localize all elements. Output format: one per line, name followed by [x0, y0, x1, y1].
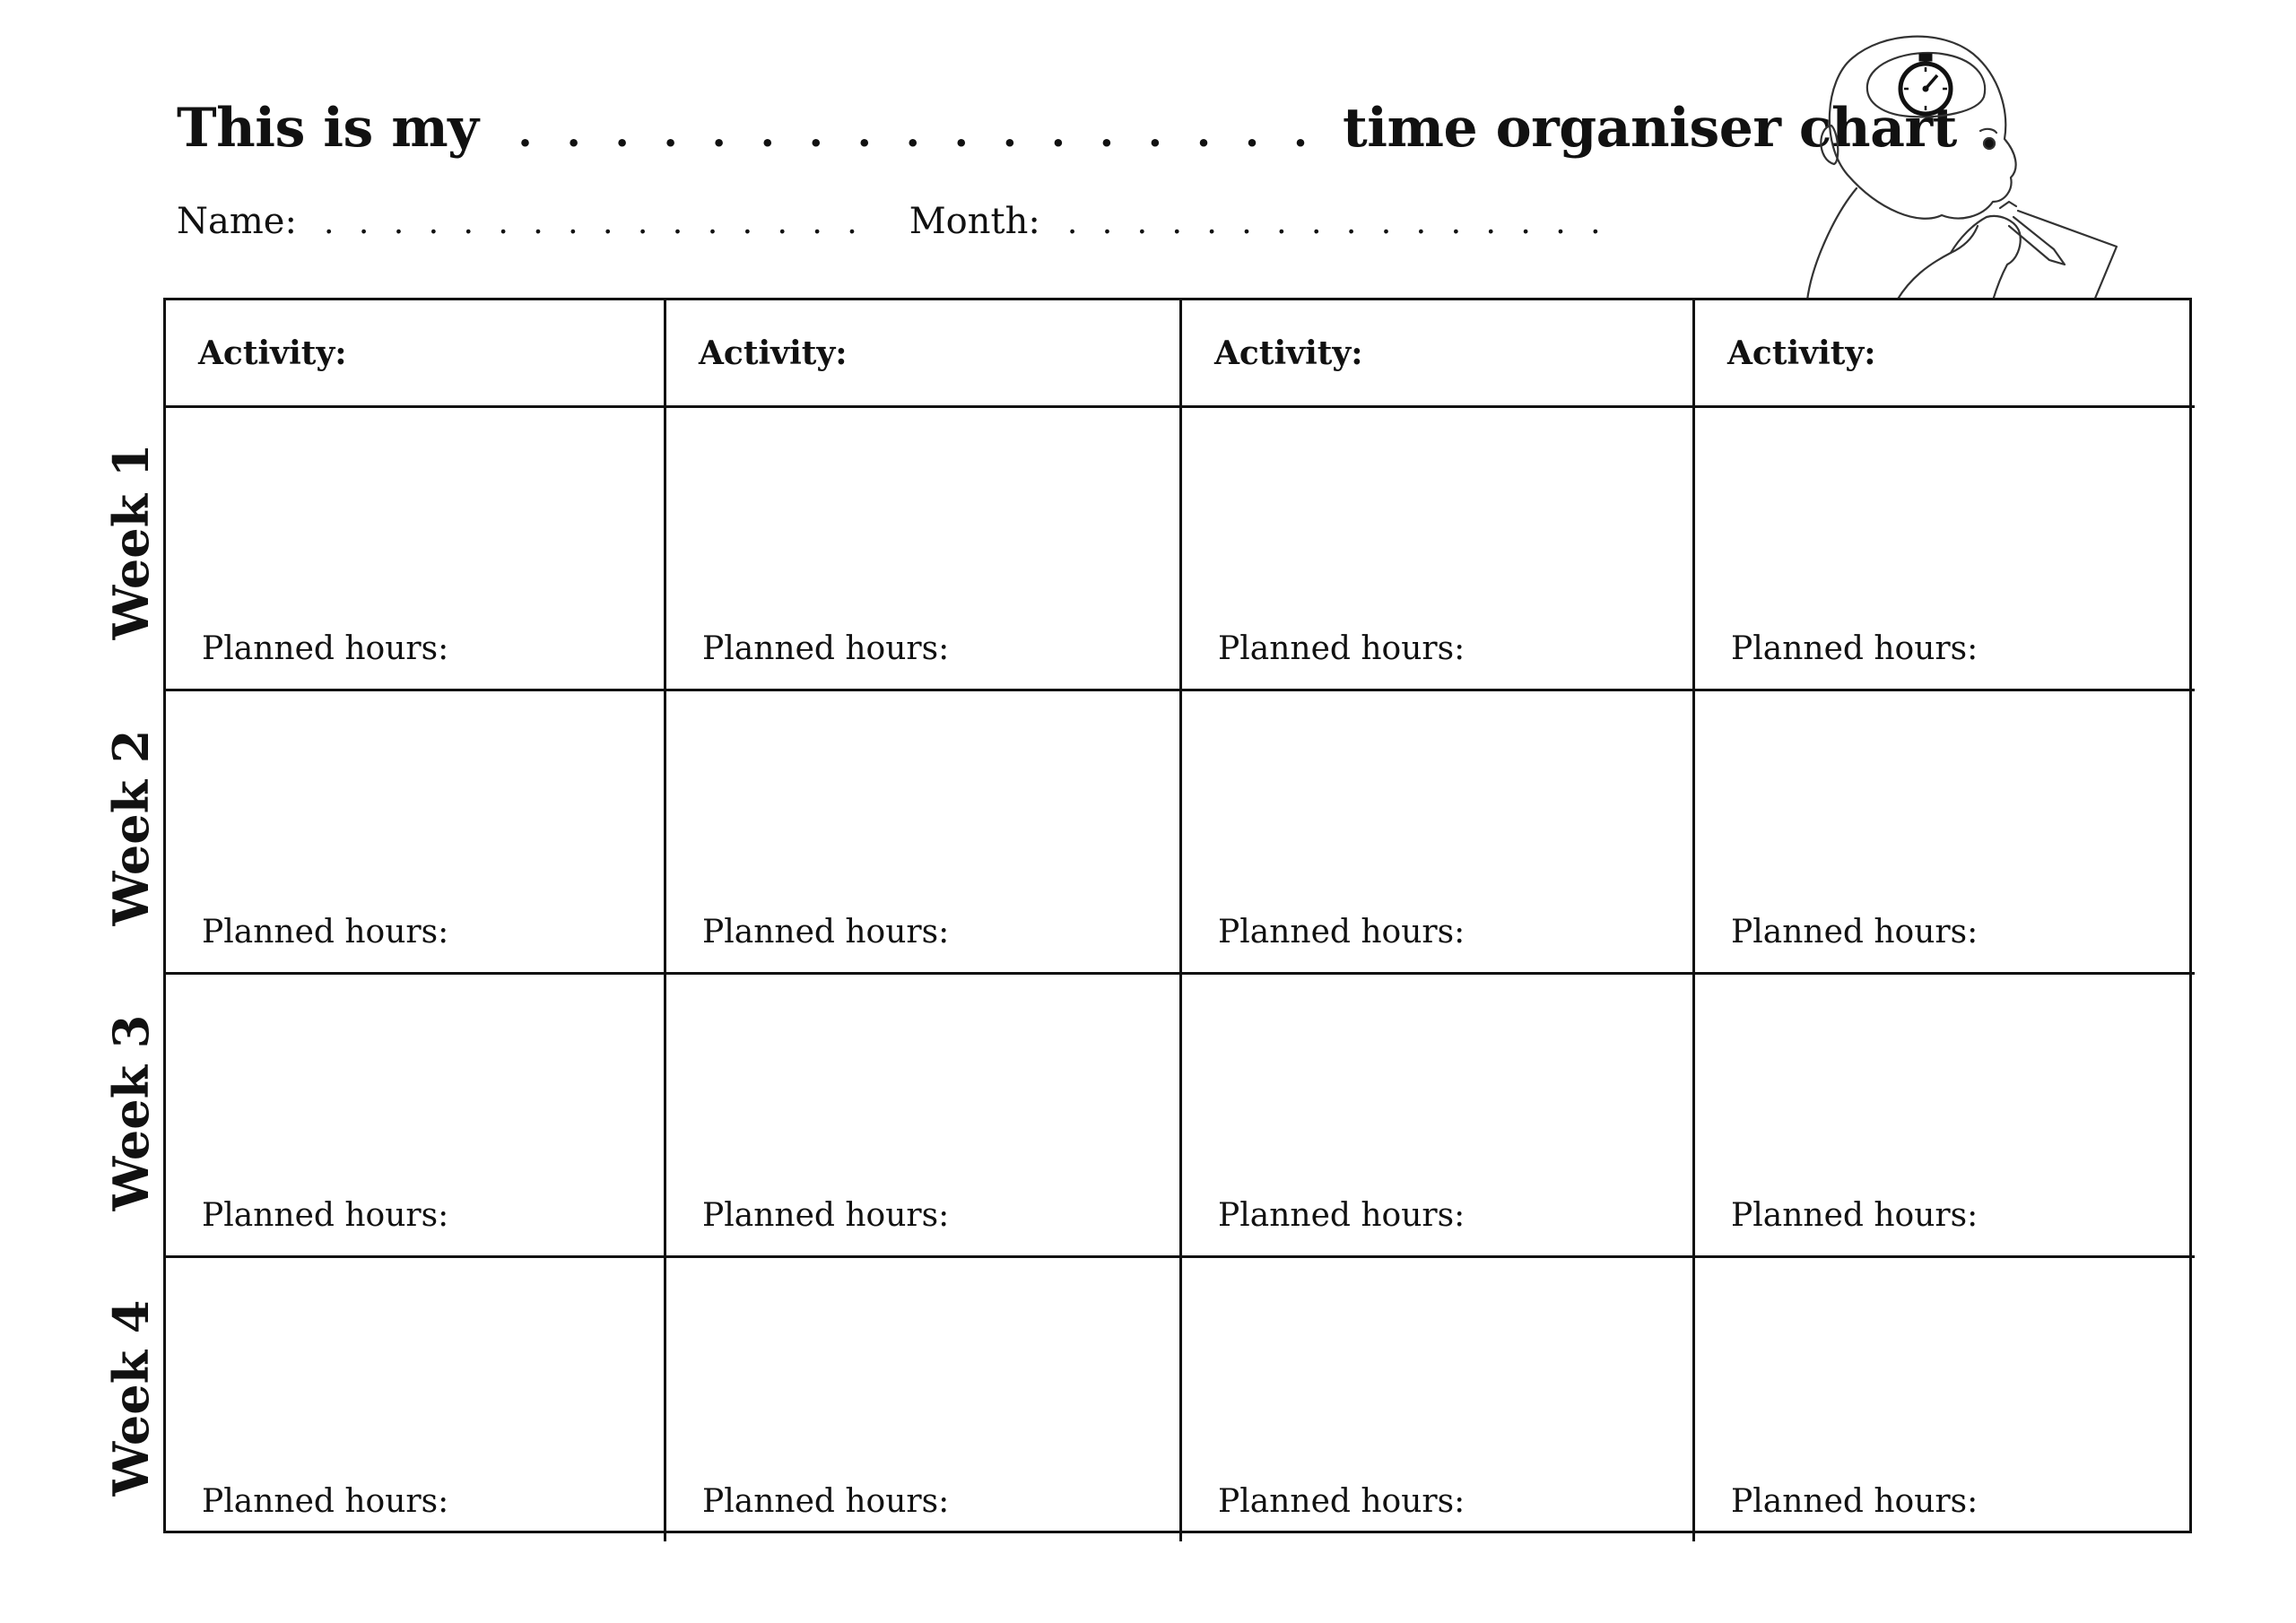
- chart-title: [177, 97, 1957, 172]
- week3-activity3-cell[interactable]: [1182, 975, 1695, 1258]
- title-before: This is my: [177, 97, 479, 160]
- activity-label: Activity:: [1214, 334, 1363, 372]
- activity-header-2[interactable]: [666, 300, 1182, 408]
- week3-activity4-cell[interactable]: [1695, 975, 2195, 1258]
- title-after: time organiser chart: [1343, 97, 1957, 160]
- planned-hours-label: Planned hours:: [202, 1483, 449, 1520]
- planned-hours-label: Planned hours:: [202, 1197, 449, 1234]
- activity-label: Activity:: [699, 334, 848, 372]
- week4-activity1-cell[interactable]: [166, 1258, 666, 1541]
- person-thinking-with-stopwatch-icon: [1785, 18, 2152, 300]
- planned-hours-label: Planned hours:: [1731, 1197, 1979, 1234]
- name-label: Name:: [177, 201, 297, 242]
- activity-label: Activity:: [198, 334, 347, 372]
- week4-activity3-cell[interactable]: [1182, 1258, 1695, 1541]
- month-blank-line[interactable]: . . . . . . . . . . . . . . . .: [1066, 204, 1608, 241]
- planned-hours-label: Planned hours:: [702, 630, 950, 667]
- planned-hours-label: Planned hours:: [1218, 914, 1465, 950]
- planned-hours-label: Planned hours:: [1218, 630, 1465, 667]
- planned-hours-label: Planned hours:: [1218, 1483, 1465, 1520]
- planned-hours-label: Planned hours:: [202, 914, 449, 950]
- week4-activity4-cell[interactable]: [1695, 1258, 2195, 1541]
- week3-activity2-cell[interactable]: [666, 975, 1182, 1258]
- planned-hours-label: Planned hours:: [1731, 914, 1979, 950]
- week1-activity1-cell[interactable]: [166, 408, 666, 691]
- planned-hours-label: Planned hours:: [702, 1483, 950, 1520]
- planned-hours-label: Planned hours:: [1731, 1483, 1979, 1520]
- week1-activity4-cell[interactable]: [1695, 408, 2195, 691]
- planned-hours-label: Planned hours:: [702, 914, 950, 950]
- week4-activity2-cell[interactable]: [666, 1258, 1182, 1541]
- planned-hours-label: Planned hours:: [202, 630, 449, 667]
- planned-hours-label: Planned hours:: [1218, 1197, 1465, 1234]
- name-blank-line[interactable]: . . . . . . . . . . . . . . . .: [323, 204, 865, 241]
- activity-header-1[interactable]: [166, 300, 666, 408]
- activity-header-4[interactable]: [1695, 300, 2195, 408]
- planned-hours-label: Planned hours:: [1731, 630, 1979, 667]
- week1-activity3-cell[interactable]: [1182, 408, 1695, 691]
- organiser-grid: [163, 298, 2192, 1533]
- planned-hours-label: Planned hours:: [702, 1197, 950, 1234]
- week3-activity1-cell[interactable]: [166, 975, 666, 1258]
- meta-fields: [177, 201, 1608, 242]
- title-blank-line[interactable]: . . . . . . . . . . . . . . . . .: [517, 108, 1318, 156]
- month-label: Month:: [909, 201, 1040, 242]
- week2-activity3-cell[interactable]: [1182, 691, 1695, 975]
- week2-activity4-cell[interactable]: [1695, 691, 2195, 975]
- week2-activity2-cell[interactable]: [666, 691, 1182, 975]
- week2-activity1-cell[interactable]: [166, 691, 666, 975]
- activity-label: Activity:: [1727, 334, 1876, 372]
- week1-activity2-cell[interactable]: [666, 408, 1182, 691]
- activity-header-3[interactable]: [1182, 300, 1695, 408]
